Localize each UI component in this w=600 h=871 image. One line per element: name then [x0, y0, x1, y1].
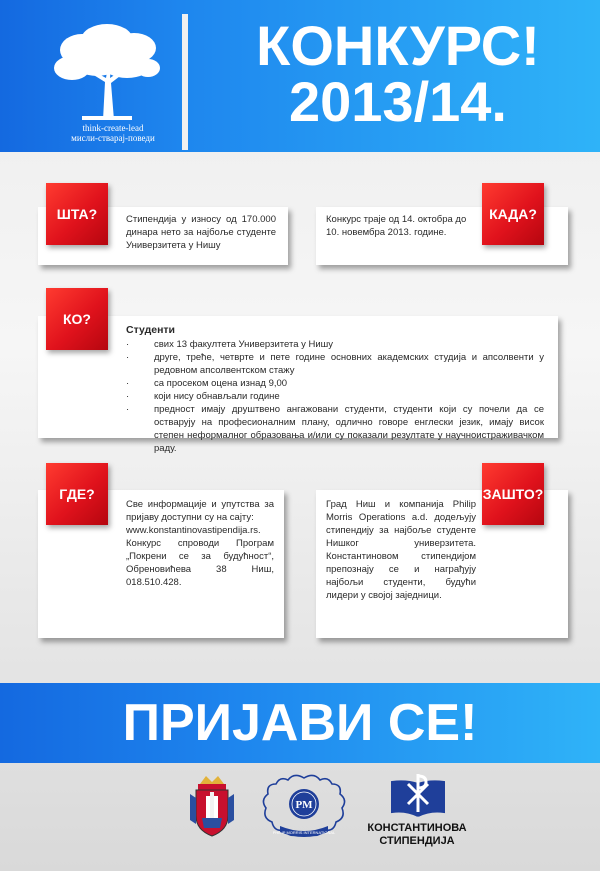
where-program: Конкурс спроводи Програм „Покрени се за будућност“, Обреновићева 38 Ниш, 018.510.428. — [126, 538, 274, 588]
nis-coat-of-arms-icon — [188, 774, 236, 840]
where-tag: ГДЕ? — [46, 463, 108, 525]
apply-text: ПРИЈАВИ СЕ! — [122, 694, 478, 752]
why-text: Град Ниш и компанија Philip Morris Operations a.d. додељују стипендију за најбоље студенте Нишког универзитета. Константиновом стипендијом препознају се и награђују најбољи студенти, будући лидери у својој заједници. — [326, 499, 476, 601]
list-item: · предност имају друштвено ангажовани студенти, студенти који су почели да се остварују на професионалним плану, одлично говоре енглески језик, имају висок степен неформалног образовања и/или су показали резултате у научноистраживачком раду. — [126, 404, 544, 454]
konstantinova-line-2: СТИПЕНДИЈА — [379, 835, 455, 847]
who-tag: КО? — [46, 288, 108, 350]
what-tag: ШТА? — [46, 183, 108, 245]
logos-row — [0, 770, 600, 870]
list-item: · свих 13 факултета Универзитета у Нишу — [126, 339, 334, 350]
when-text: Конкурс траје од 14. октобра до 10. новембра 2013. године. — [326, 214, 467, 238]
when-tag: КАДА? — [482, 183, 544, 245]
svg-text:PHILIP MORRIS INTERNATIONAL: PHILIP MORRIS INTERNATIONAL — [272, 830, 336, 835]
apply-banner — [0, 683, 600, 763]
what-text: Стипендија у износу од 170.000 динара нето за најбоље студенте Универзитета у Нишу — [126, 214, 276, 251]
where-text: Све информације и упутства за пријаву доступни су на сајту: — [126, 499, 274, 523]
think-create-lead-logo — [16, 14, 188, 150]
konstantinova-label — [352, 822, 482, 848]
title-line-2: 2013/14. — [289, 70, 507, 133]
konstantinova-line-1: КОНСТАНТИНОВА — [367, 822, 467, 834]
who-list — [126, 338, 544, 455]
tree-icon — [52, 20, 162, 120]
title-line-1: КОНКУРС! — [256, 14, 540, 77]
konstantinova-stipendija-logo-icon — [378, 772, 458, 820]
list-item: · са просеком оцена изнад 9,00 — [126, 378, 288, 389]
who-card — [38, 316, 558, 454]
philip-morris-logo-icon — [258, 772, 350, 844]
svg-text:PM: PM — [295, 799, 313, 811]
list-item: · који нису обнављали године — [126, 391, 280, 402]
page-title — [196, 14, 600, 133]
where-site: www.konstantinovastipendija.rs. — [126, 525, 261, 536]
header-banner — [0, 0, 600, 152]
why-tag: ЗАШТО? — [482, 463, 544, 525]
tagline-english: think-create-lead — [82, 123, 144, 133]
list-item: · друге, треће, четврте и пете године основних академских студија и апсолвенти у редовном апсолвентском стажу — [126, 352, 544, 376]
tagline-serbian: мисли-стварај-поведи — [71, 133, 155, 143]
who-heading: Студенти — [126, 324, 176, 336]
